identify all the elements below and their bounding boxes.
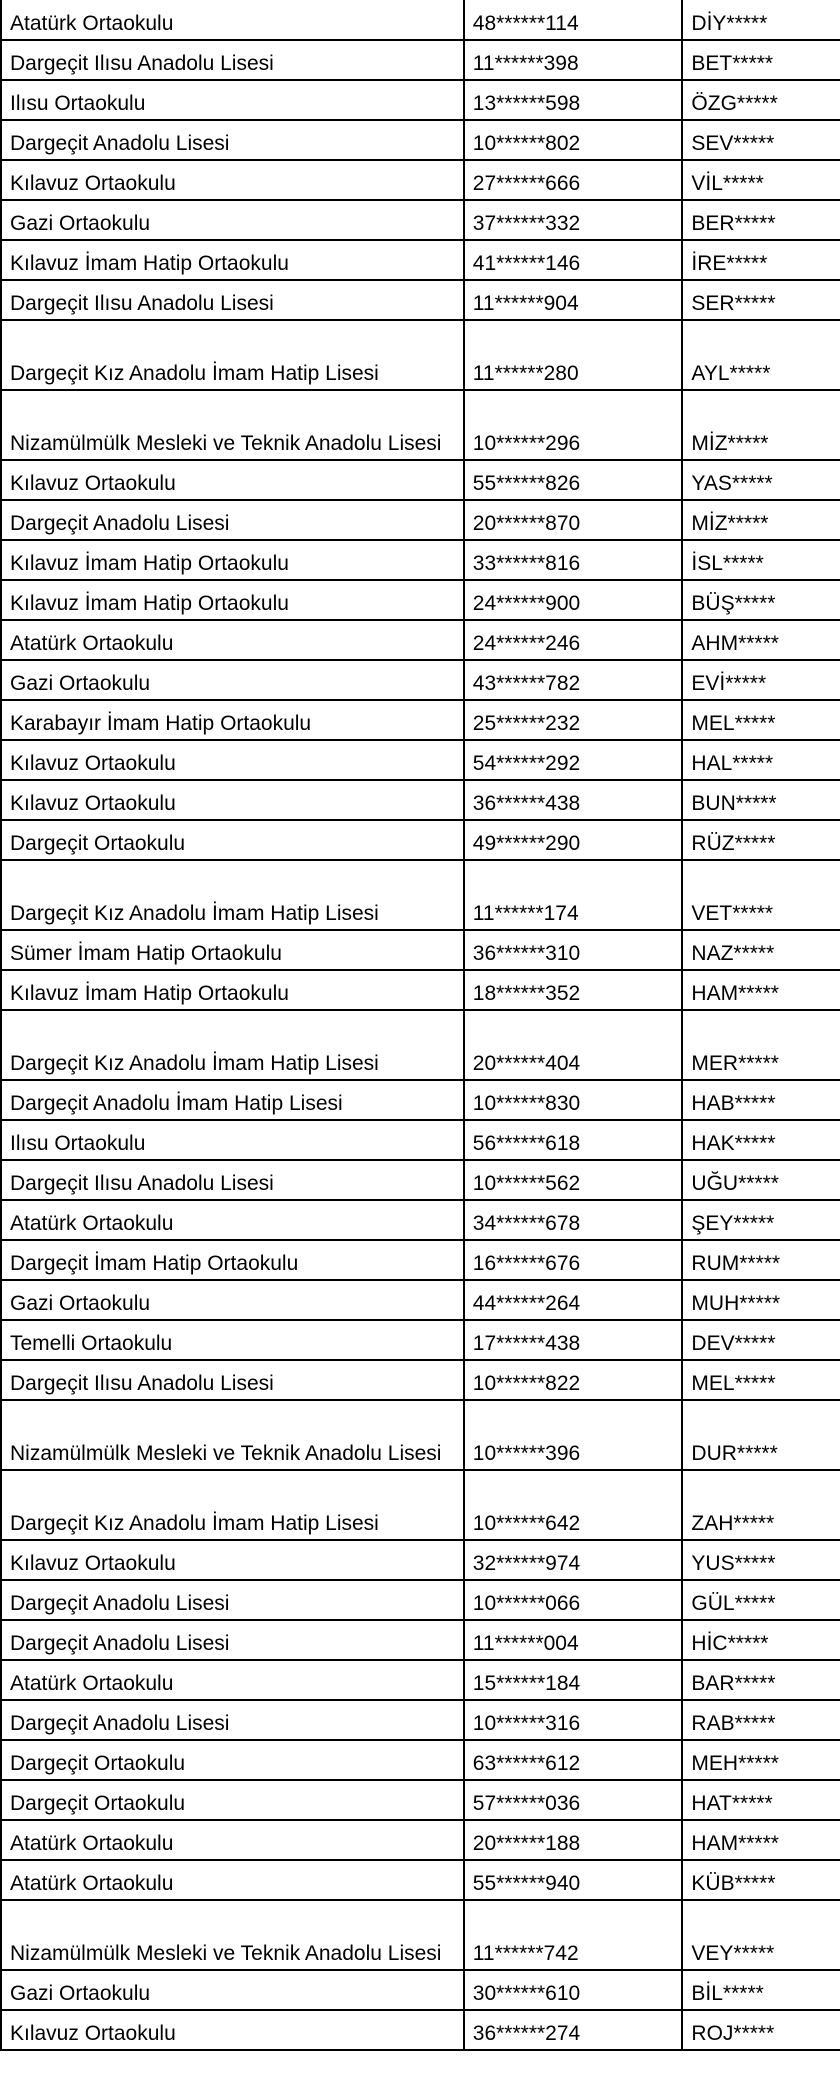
- student-name-cell: DİY*****: [682, 0, 840, 40]
- table-row: [1, 1620, 840, 1660]
- school-name-cell: Dargeçit Ilısu Anadolu Lisesi: [1, 40, 464, 80]
- school-name-cell: Dargeçit Ilısu Anadolu Lisesi: [1, 1360, 464, 1400]
- table-row: [1, 500, 840, 540]
- school-name-cell: Dargeçit İmam Hatip Ortaokulu: [1, 1240, 464, 1280]
- table-row: [1, 700, 840, 740]
- student-name-cell: RAB*****: [682, 1700, 840, 1740]
- school-name-cell: Gazi Ortaokulu: [1, 1970, 464, 2010]
- school-name-cell: Dargeçit Anadolu Lisesi: [1, 500, 464, 540]
- id-number-cell: 10******296: [464, 390, 683, 460]
- school-name-cell: Kılavuz İmam Hatip Ortaokulu: [1, 540, 464, 580]
- student-name-cell: RUM*****: [682, 1240, 840, 1280]
- student-name-cell: İRE*****: [682, 240, 840, 280]
- student-name-cell: İSL*****: [682, 540, 840, 580]
- id-number-cell: 27******666: [464, 160, 683, 200]
- school-name-cell: Dargeçit Kız Anadolu İmam Hatip Lisesi: [1, 320, 464, 390]
- id-number-cell: 37******332: [464, 200, 683, 240]
- id-number-cell: 24******900: [464, 580, 683, 620]
- student-name-cell: ŞEY*****: [682, 1200, 840, 1240]
- student-name-cell: YUS*****: [682, 1540, 840, 1580]
- table-row: [1, 460, 840, 500]
- school-name-cell: Atatürk Ortaokulu: [1, 1200, 464, 1240]
- school-name-cell: Kılavuz Ortaokulu: [1, 780, 464, 820]
- school-name-cell: Kılavuz Ortaokulu: [1, 460, 464, 500]
- table-row: [1, 1200, 840, 1240]
- school-name-cell: Temelli Ortaokulu: [1, 1320, 464, 1360]
- table-row: [1, 820, 840, 860]
- table-row: [1, 660, 840, 700]
- school-name-cell: Gazi Ortaokulu: [1, 200, 464, 240]
- student-name-cell: GÜL*****: [682, 1580, 840, 1620]
- id-number-cell: 18******352: [464, 970, 683, 1010]
- id-number-cell: 10******066: [464, 1580, 683, 1620]
- student-name-cell: KÜB*****: [682, 1860, 840, 1900]
- school-name-cell: Kılavuz Ortaokulu: [1, 1540, 464, 1580]
- table-row: [1, 540, 840, 580]
- table-row: [1, 1860, 840, 1900]
- table-row: [1, 1820, 840, 1860]
- student-name-cell: HAK*****: [682, 1120, 840, 1160]
- table-row: [1, 160, 840, 200]
- id-number-cell: 11******004: [464, 1620, 683, 1660]
- student-name-cell: MEL*****: [682, 1360, 840, 1400]
- table-row: [1, 1970, 840, 2010]
- school-name-cell: Kılavuz İmam Hatip Ortaokulu: [1, 240, 464, 280]
- student-name-cell: BET*****: [682, 40, 840, 80]
- id-number-cell: 11******742: [464, 1900, 683, 1970]
- school-name-cell: Atatürk Ortaokulu: [1, 1860, 464, 1900]
- id-number-cell: 20******188: [464, 1820, 683, 1860]
- table-row: [1, 1780, 840, 1820]
- table-row: [1, 1080, 840, 1120]
- school-name-cell: Dargeçit Ortaokulu: [1, 1740, 464, 1780]
- student-name-cell: DEV*****: [682, 1320, 840, 1360]
- table-row: [1, 1900, 840, 1970]
- student-name-cell: HİC*****: [682, 1620, 840, 1660]
- student-name-cell: HAM*****: [682, 970, 840, 1010]
- student-name-cell: MİZ*****: [682, 390, 840, 460]
- id-number-cell: 63******612: [464, 1740, 683, 1780]
- student-name-cell: BUN*****: [682, 780, 840, 820]
- table-row: [1, 620, 840, 660]
- school-name-cell: Gazi Ortaokulu: [1, 1280, 464, 1320]
- student-name-cell: NAZ*****: [682, 930, 840, 970]
- table-row: [1, 1280, 840, 1320]
- student-name-cell: UĞU*****: [682, 1160, 840, 1200]
- id-number-cell: 10******822: [464, 1360, 683, 1400]
- id-number-cell: 34******678: [464, 1200, 683, 1240]
- table-row: [1, 320, 840, 390]
- school-name-cell: Kılavuz Ortaokulu: [1, 2010, 464, 2050]
- id-number-cell: 56******618: [464, 1120, 683, 1160]
- student-name-cell: MEH*****: [682, 1740, 840, 1780]
- table-row: [1, 0, 840, 40]
- student-name-cell: MEL*****: [682, 700, 840, 740]
- id-number-cell: 10******642: [464, 1470, 683, 1540]
- school-name-cell: Dargeçit Anadolu İmam Hatip Lisesi: [1, 1080, 464, 1120]
- student-name-cell: BAR*****: [682, 1660, 840, 1700]
- student-name-cell: HAB*****: [682, 1080, 840, 1120]
- student-name-cell: MİZ*****: [682, 500, 840, 540]
- id-number-cell: 16******676: [464, 1240, 683, 1280]
- school-name-cell: Dargeçit Kız Anadolu İmam Hatip Lisesi: [1, 1010, 464, 1080]
- table-row: [1, 1320, 840, 1360]
- student-name-cell: BİL*****: [682, 1970, 840, 2010]
- id-number-cell: 11******904: [464, 280, 683, 320]
- id-number-cell: 25******232: [464, 700, 683, 740]
- table-row: [1, 80, 840, 120]
- id-number-cell: 11******280: [464, 320, 683, 390]
- table-row: [1, 1160, 840, 1200]
- id-number-cell: 54******292: [464, 740, 683, 780]
- id-number-cell: 33******816: [464, 540, 683, 580]
- student-name-cell: MUH*****: [682, 1280, 840, 1320]
- student-name-cell: VET*****: [682, 860, 840, 930]
- table-row: [1, 860, 840, 930]
- id-number-cell: 30******610: [464, 1970, 683, 2010]
- table-row: [1, 1120, 840, 1160]
- table-row: [1, 930, 840, 970]
- student-name-cell: BÜŞ*****: [682, 580, 840, 620]
- student-name-cell: HAL*****: [682, 740, 840, 780]
- id-number-cell: 15******184: [464, 1660, 683, 1700]
- school-name-cell: Nizamülmülk Mesleki ve Teknik Anadolu Lisesi: [1, 390, 464, 460]
- student-name-cell: ZAH*****: [682, 1470, 840, 1540]
- id-number-cell: 10******830: [464, 1080, 683, 1120]
- table-row: [1, 1740, 840, 1780]
- table-row: [1, 120, 840, 160]
- school-name-cell: Dargeçit Ortaokulu: [1, 1780, 464, 1820]
- student-name-cell: SEV*****: [682, 120, 840, 160]
- student-name-cell: ÖZG*****: [682, 80, 840, 120]
- id-number-cell: 57******036: [464, 1780, 683, 1820]
- id-number-cell: 43******782: [464, 660, 683, 700]
- table-row: [1, 390, 840, 460]
- school-name-cell: Dargeçit Kız Anadolu İmam Hatip Lisesi: [1, 860, 464, 930]
- school-name-cell: Atatürk Ortaokulu: [1, 1660, 464, 1700]
- id-number-cell: 11******174: [464, 860, 683, 930]
- table-row: [1, 200, 840, 240]
- table-row: [1, 1700, 840, 1740]
- table-row: [1, 1010, 840, 1080]
- table-row: [1, 280, 840, 320]
- id-number-cell: 41******146: [464, 240, 683, 280]
- id-number-cell: 55******826: [464, 460, 683, 500]
- table-row: [1, 1240, 840, 1280]
- table-row: [1, 1360, 840, 1400]
- id-number-cell: 20******870: [464, 500, 683, 540]
- id-number-cell: 36******274: [464, 2010, 683, 2050]
- school-name-cell: Ilısu Ortaokulu: [1, 80, 464, 120]
- student-name-cell: AHM*****: [682, 620, 840, 660]
- student-name-cell: SER*****: [682, 280, 840, 320]
- id-number-cell: 32******974: [464, 1540, 683, 1580]
- id-number-cell: 44******264: [464, 1280, 683, 1320]
- school-name-cell: Dargeçit Kız Anadolu İmam Hatip Lisesi: [1, 1470, 464, 1540]
- table-row: [1, 970, 840, 1010]
- school-name-cell: Dargeçit Ilısu Anadolu Lisesi: [1, 1160, 464, 1200]
- school-name-cell: Gazi Ortaokulu: [1, 660, 464, 700]
- school-name-cell: Kılavuz İmam Hatip Ortaokulu: [1, 580, 464, 620]
- school-name-cell: Dargeçit Anadolu Lisesi: [1, 1700, 464, 1740]
- table-row: [1, 740, 840, 780]
- table-row: [1, 1660, 840, 1700]
- table-row: [1, 240, 840, 280]
- student-name-cell: EVİ*****: [682, 660, 840, 700]
- table-row: [1, 40, 840, 80]
- student-name-cell: VEY*****: [682, 1900, 840, 1970]
- student-name-cell: YAS*****: [682, 460, 840, 500]
- id-number-cell: 10******802: [464, 120, 683, 160]
- school-name-cell: Atatürk Ortaokulu: [1, 620, 464, 660]
- student-name-cell: AYL*****: [682, 320, 840, 390]
- id-number-cell: 55******940: [464, 1860, 683, 1900]
- table-row: [1, 580, 840, 620]
- id-number-cell: 20******404: [464, 1010, 683, 1080]
- id-number-cell: 11******398: [464, 40, 683, 80]
- school-name-cell: Karabayır İmam Hatip Ortaokulu: [1, 700, 464, 740]
- id-number-cell: 36******310: [464, 930, 683, 970]
- id-number-cell: 24******246: [464, 620, 683, 660]
- school-name-cell: Ilısu Ortaokulu: [1, 1120, 464, 1160]
- student-name-cell: ROJ*****: [682, 2010, 840, 2050]
- id-number-cell: 36******438: [464, 780, 683, 820]
- student-name-cell: BER*****: [682, 200, 840, 240]
- student-name-cell: MER*****: [682, 1010, 840, 1080]
- table-row: [1, 780, 840, 820]
- id-number-cell: 17******438: [464, 1320, 683, 1360]
- student-name-cell: HAM*****: [682, 1820, 840, 1860]
- id-number-cell: 49******290: [464, 820, 683, 860]
- school-name-cell: Nizamülmülk Mesleki ve Teknik Anadolu Lisesi: [1, 1400, 464, 1470]
- school-name-cell: Kılavuz İmam Hatip Ortaokulu: [1, 970, 464, 1010]
- school-name-cell: Atatürk Ortaokulu: [1, 0, 464, 40]
- table-row: [1, 2010, 840, 2050]
- id-number-cell: 10******562: [464, 1160, 683, 1200]
- student-name-cell: RÜZ*****: [682, 820, 840, 860]
- school-name-cell: Sümer İmam Hatip Ortaokulu: [1, 930, 464, 970]
- table-row: [1, 1470, 840, 1540]
- school-name-cell: Dargeçit Anadolu Lisesi: [1, 120, 464, 160]
- school-name-cell: Atatürk Ortaokulu: [1, 1820, 464, 1860]
- table-row: [1, 1400, 840, 1470]
- table-body: [1, 0, 840, 2050]
- school-name-cell: Dargeçit Anadolu Lisesi: [1, 1580, 464, 1620]
- table-row: [1, 1580, 840, 1620]
- student-name-cell: DUR*****: [682, 1400, 840, 1470]
- id-number-cell: 10******316: [464, 1700, 683, 1740]
- school-name-cell: Kılavuz Ortaokulu: [1, 160, 464, 200]
- school-name-cell: Kılavuz Ortaokulu: [1, 740, 464, 780]
- school-name-cell: Dargeçit Ilısu Anadolu Lisesi: [1, 280, 464, 320]
- student-name-cell: HAT*****: [682, 1780, 840, 1820]
- id-number-cell: 10******396: [464, 1400, 683, 1470]
- school-name-cell: Dargeçit Anadolu Lisesi: [1, 1620, 464, 1660]
- table-row: [1, 1540, 840, 1580]
- id-number-cell: 48******114: [464, 0, 683, 40]
- school-name-cell: Dargeçit Ortaokulu: [1, 820, 464, 860]
- student-name-cell: VİL*****: [682, 160, 840, 200]
- id-number-cell: 13******598: [464, 80, 683, 120]
- school-name-cell: Nizamülmülk Mesleki ve Teknik Anadolu Lisesi: [1, 1900, 464, 1970]
